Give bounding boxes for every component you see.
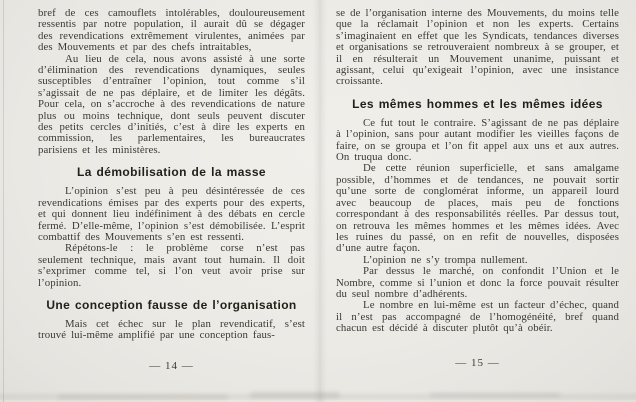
page-gutter-fold (313, 0, 327, 402)
paragraph: Ce fut tout le contraire. S’agissant de ne pas déplaire à l’opinion, sans pour autant modifier les vieilles façons de faire, on se groupa et l’on fit appel aux uns et aux autres. On truqua donc. (336, 116, 619, 164)
ink-bleed-smudge (58, 395, 228, 399)
paragraph: Par dessus le marché, on confondit l’Union et le Nombre, comme si l’union et donc la force pouvait résulter du seul nombre d’adhérents. (336, 265, 619, 300)
page-number-left: — 14 — (149, 360, 194, 372)
paragraph: Le nombre en lui-même est un facteur d’échec, quand il n’est pas accompagné de l’homogénéité, bref quand chacun est décidé à discuter plutôt qu’à obéir. (336, 299, 619, 335)
page-number-right: — 15 — (455, 357, 500, 369)
paragraph: L’opinion ne s’y trompa nullement. (363, 253, 528, 266)
scan-edge-line (3, 0, 4, 402)
paragraph: De cette réunion superficielle, et sans amalgame possible, d’hommes et de tendances, ne pouvait sortir qu’une sorte de conglomérat informe, un appareil lourd avec beaucoup de places, mais peu de fonctions correspondant à des responsabilités réelles. Par dessus tout, on retrouva les mêmes hommes et les mêmes idées. Avec les ruines du passé, on en refit de nouvelles, disposées d’une autre façon. (336, 162, 619, 255)
section-heading: Une conception fausse de l’organisation (46, 297, 297, 312)
paragraph-continuation: bref de ces camouflets intolérables, douloureusement ressentis par notre population, il aurait dû se dégager des revendications extrêmement virulentes, animées par des Mouvements et par des chefs intraitables, (38, 7, 305, 54)
paragraph: L’opinion s’est peu à peu désintéressée de ces revendications émises par des experts pour des experts, et qui donnent lieu indéfiniment à des débats en cercle fermé. D’elle-même, l’opinion s’est démobilisée. L’esprit combattif des Mouvements s’en est ressenti. (38, 185, 305, 243)
right-page-text-column (336, 8, 619, 335)
ink-bleed-smudge (250, 392, 340, 398)
paragraph: Répétons-le : le problème corse n’est pas seulement technique, mais avant tout humain. Il doit s’exprimer comme tel, si l’on veut avoir prise sur l’opinion. (38, 242, 305, 289)
section-heading: Les mêmes hommes et les mêmes idées (352, 96, 603, 111)
ink-bleed-smudge (430, 393, 560, 397)
section-heading: La démobilisation de la masse (77, 165, 266, 180)
paragraph-continuation: se de l’organisation interne des Mouvements, du moins telle que la réclamait l’opinion et non les experts. Certains s’imaginaient en effet que les Syndicats, tendances diverses et organisations se retrouveraient nombreux à se grouper, et il en résulterait un Mouvement unanime, puissant et agissant, celui qu’exigeait l’opinion, avec une insistance croissante. (336, 7, 619, 88)
left-page-text-column (38, 8, 305, 342)
paragraph-hyphen-break: Mais cet échec sur le plan revendicatif, s’est trouvé lui-même amplifié par une conception faus- (38, 317, 305, 342)
paragraph: Au lieu de cela, nous avons assisté à une sorte d’élimination des revendications dynamiques, seules susceptibles d’entraîner l’opinion, tout comme s’il s’agissait de ne pas déplaire, et de limiter les dégâts. Pour cela, on s’accroche à des revendications de nature plus ou moins technique, dont seuls peuvent discuter des petits cercles d’initiés, c’est à dire les experts en commission, les parlementaires, les bureaucrates parisiens et les ministères. (38, 52, 305, 156)
